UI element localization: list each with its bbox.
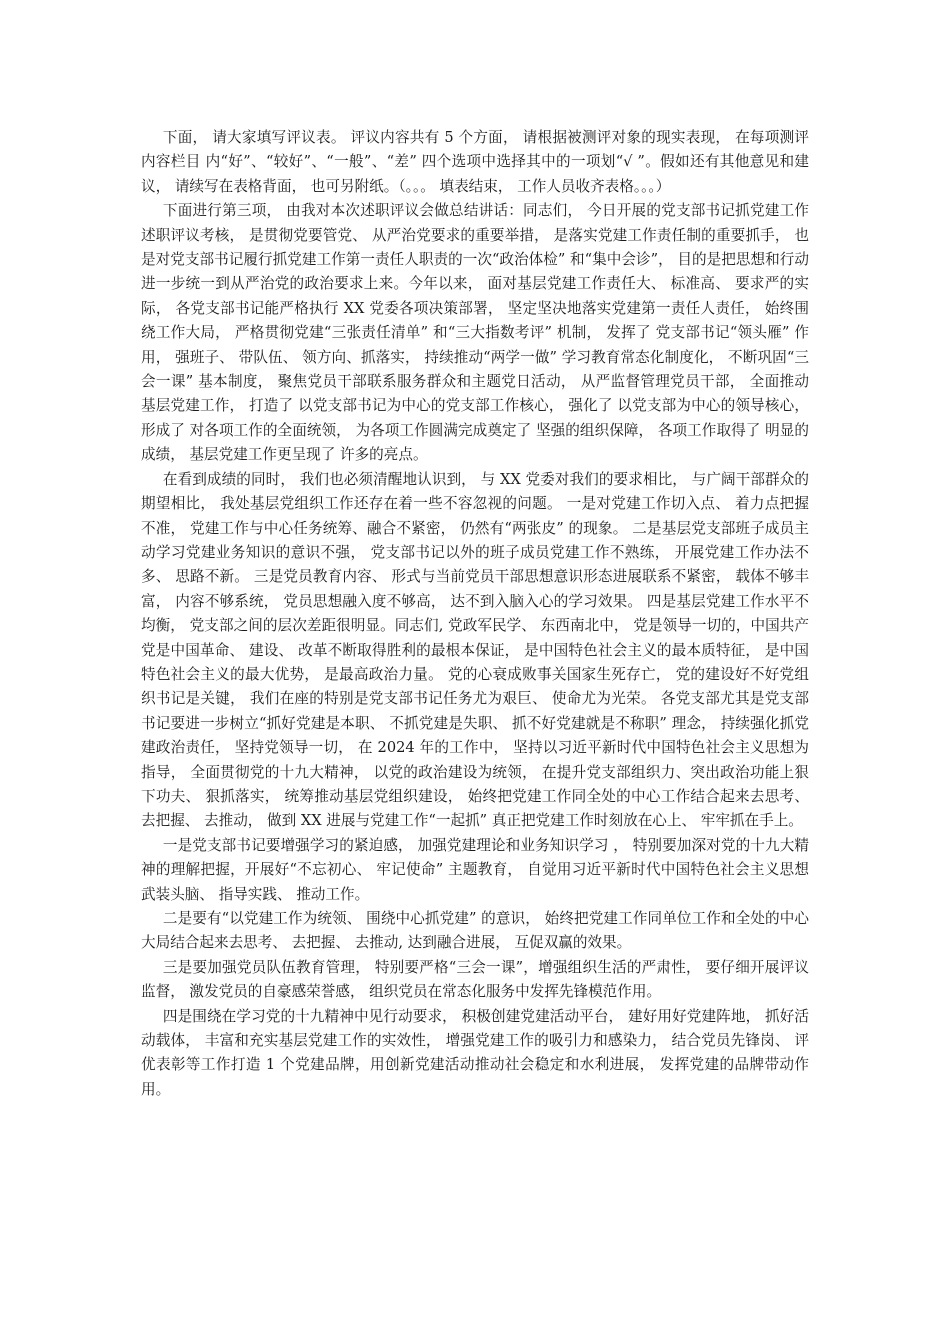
paragraph-fill-form: 下面， 请大家填写评议表。 评议内容共有 5 个方面， 请根据被测评对象的现实表现， 在每项测评内容栏目 内“好”、“较好”、“一般”、“差” 四个选项中选择其中的一项划“√ ”。假如还有其他意见和建议， 请续写在表格背面， 也可另附纸。（。。。 填表结束， 工作人员收齐表格。。。） [141,129,809,195]
paragraph-point-one: 一是党支部书记要增强学习的紧迫感， 加强党建理论和业务知识学习 ， 特别要加深对党的十九大精神的理解把握，开展好“不忘初心、 牢记使命” 主题教育， 自觉用习近平新时代中国特色社会主义思想武装头脑、 指导实践、 推动工作。 [141,836,809,903]
document-body [141,126,809,1102]
paragraph-point-two: 二是要有“以党建工作为统领、 围绕中心抓党建” 的意识， 始终把党建工作同单位工作和全处的中心大局结合起来去思考、 去把握、 去推动, 达到融合进展， 互促双赢的效果。 [141,910,809,952]
paragraph-point-three: 三是要加强党员队伍教育管理， 特别要严格“三会一课”，增强组织生活的严肃性， 要仔细开展评议监督， 激发党员的自豪感荣誉感， 组织党员在常态化服务中发挥先锋模范作用。 [141,958,809,1001]
paragraph-summary-speech: 下面进行第三项， 由我对本次述职评议会做总结讲话：同志们， 今日开展的党支部书记抓党建工作述职评议考核， 是贯彻党要管党、 从严治党要求的重要举措， 是落实党建工作责任制的重要抓手， 也是对党支部书记履行抓党建工作第一责任人职责的一次“政治体检” 和“集中会诊”， 目的是把思想和行动进一步统一到从严治党的政治要求上来。今年以来， 面对基层党建工作责任大、 标准高、 要求严的实际， 各党支部书记能严格执行 XX 党委各项决策部署， 坚定坚决地落实党建第一责任人责任， 始终围绕工作大局， 严格贯彻党建“三张责任清单” 和“三大指数考评” 机制， 发挥了 党支部书记“领头雁” 作用， 强班子、 带队伍、 领方向、抓落实， 持续推动“两学一做” 学习教育常态化制度化， 不断巩固“三会一课” 基本制度， 聚焦党员干部联系服务群众和主题党日活动， 从严监督管理党员干部， 全面推动基层党建工作， 打造了 以党支部书记为中心的党支部工作核心， 强化了 以党支部为中心的领导核心， 形成了 对各项工作的全面统领， 为各项工作圆满完成奠定了 坚强的组织保障， 各项工作取得了 明显的成绩， 基层党建工作更呈现了 许多的亮点。 [141,202,809,464]
paragraph-point-four: 四是围绕在学习党的十九精神中见行动要求， 积极创建党建活动平台， 建好用好党建阵地， 抓好活动载体， 丰富和充实基层党建工作的实效性， 增强党建工作的吸引力和感染力， 结合党员先锋岗、 评优表彰等工作打造 1 个党建品牌，用创新党建活动推动社会稳定和水利进展， 发挥党建的品牌带动作用。 [141,1007,809,1098]
paragraph-problems: 在看到成绩的同时， 我们也必须清醒地认识到， 与 XX 党委对我们的要求相比， 与广阔干部群众的期望相比， 我处基层党组织工作还存在着一些不容忽视的问题。 一是对党建工作切入点、 着力点把握不准， 党建工作与中心任务统筹、融合不紧密， 仍然有“两张皮” 的现象。 二是基层党支部班子成员主动学习党建业务知识的意识不强， 党支部书记以外的班子成员党建工作不熟练， 开展党建工作办法不多、 思路不新。 三是党员教育内容、 形式与当前党员干部思想意识形态进展联系不紧密， 载体不够丰富， 内容不够系统， 党员思想融入度不够高， 达不到入脑入心的学习效果。 四是基层党建工作水平不均衡， 党支部之间的层次差距很明显。同志们, 党政军民学、 东西南北中， 党是领导一切的，中国共产党是中国革命、 建设、 改革不断取得胜利的最根本保证， 是中国特色社会主义的最本质特征， 是中国特色社会主义的最大优势， 是最高政治力量。 党的心衰成败事关国家生死存亡， 党的建设好不好党组织书记是关键， 我们在座的特别是党支部书记任务尤为艰巨、 使命尤为光荣。 各党支部尤其是党支部书记要进一步树立“抓好党建是本职、 不抓党建是失职、 抓不好党建就是不称职” 理念， 持续强化抓党建政治责任， 坚持党领导一切， 在 2024 年的工作中， 坚持以习近平新时代中国特色社会主义思想为指导， 全面贯彻党的十九大精神， 以党的政治建设为统领， 在提升党支部组织力、突出政治功能上狠下功夫、 狠抓落实， 统筹推动基层党组织建设， 始终把党建工作同全处的中心工作结合起来去思考、去把握、 去推动， 做到 XX 进展与党建工作“一起抓” 真正把党建工作时刻放在心上、 牢牢抓在手上。 [141,470,809,830]
